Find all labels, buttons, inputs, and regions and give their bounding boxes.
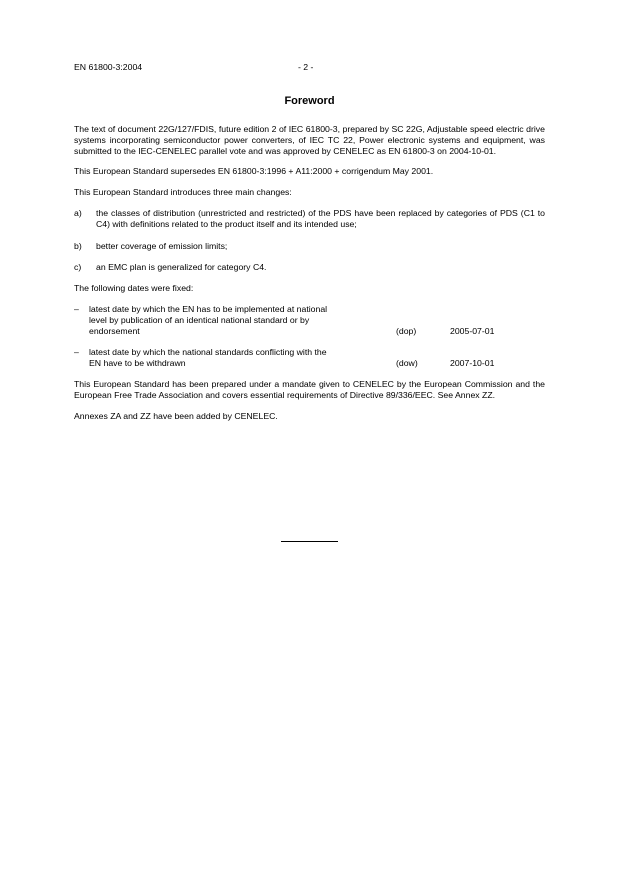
paragraph-dates-intro: The following dates were fixed: — [74, 283, 194, 294]
date-value: 2005-07-01 — [450, 326, 495, 337]
end-rule — [281, 541, 338, 542]
list-item-text: an EMC plan is generalized for category C4. — [96, 261, 267, 272]
list-item-text: the classes of distribution (unrestricted and restricted) of the PDS have been replaced by categories of PDS (C1 to C4) with definitions related to the product itself and its intended use; — [96, 208, 545, 230]
list-item — [74, 241, 545, 252]
page-header — [74, 62, 545, 74]
foreword-body — [74, 124, 545, 432]
paragraph-annexes: Annexes ZA and ZZ have been added by CENELEC. — [74, 411, 278, 422]
paragraph-mandate: This European Standard has been prepared under a mandate given to CENELEC by the European Commission and the European Free Trade Association and covers essential requirements of Directive 89/336/EEC. See Annex ZZ. — [74, 379, 545, 401]
list-marker: a) — [74, 208, 82, 219]
page-number: - 2 - — [298, 62, 314, 72]
list-item-text: better coverage of emission limits; — [96, 240, 228, 251]
list-item — [74, 208, 545, 230]
date-entry-dop — [74, 304, 545, 336]
paragraph-main-changes: This European Standard introduces three main changes: — [74, 187, 292, 198]
date-entry-dow — [74, 347, 545, 369]
dash-marker: – — [74, 304, 79, 315]
date-abbreviation: (dow) — [396, 358, 418, 369]
section-title: Foreword — [284, 95, 335, 107]
paragraph-document-text: The text of document 22G/127/FDIS, future edition 2 of IEC 61800-3, prepared by SC 22G, Adjustable speed electric drive systems incorporating semiconductor power converters, of IEC TC 22, Power electronic systems and equipment, was submitted to the IEC-CENELEC parallel vote and was approved by CENELEC as EN 61800-3 on 2004-10-01. — [74, 124, 545, 156]
paragraph-supersedes: This European Standard supersedes EN 61800-3:1996 + A11:2000 + corrigendum May 2001. — [74, 166, 434, 177]
date-value: 2007-10-01 — [450, 358, 495, 369]
date-description: latest date by which the national standards conflicting with the EN have to be withdrawn — [89, 347, 327, 369]
list-marker: b) — [74, 240, 82, 251]
list-item — [74, 262, 545, 273]
document-id: EN 61800-3:2004 — [74, 62, 143, 72]
dash-marker: – — [74, 347, 79, 358]
list-marker: c) — [74, 261, 82, 272]
date-description: latest date by which the EN has to be implemented at national level by publication of an identical national standard or by endorsement — [89, 304, 328, 337]
date-abbreviation: (dop) — [396, 326, 417, 337]
